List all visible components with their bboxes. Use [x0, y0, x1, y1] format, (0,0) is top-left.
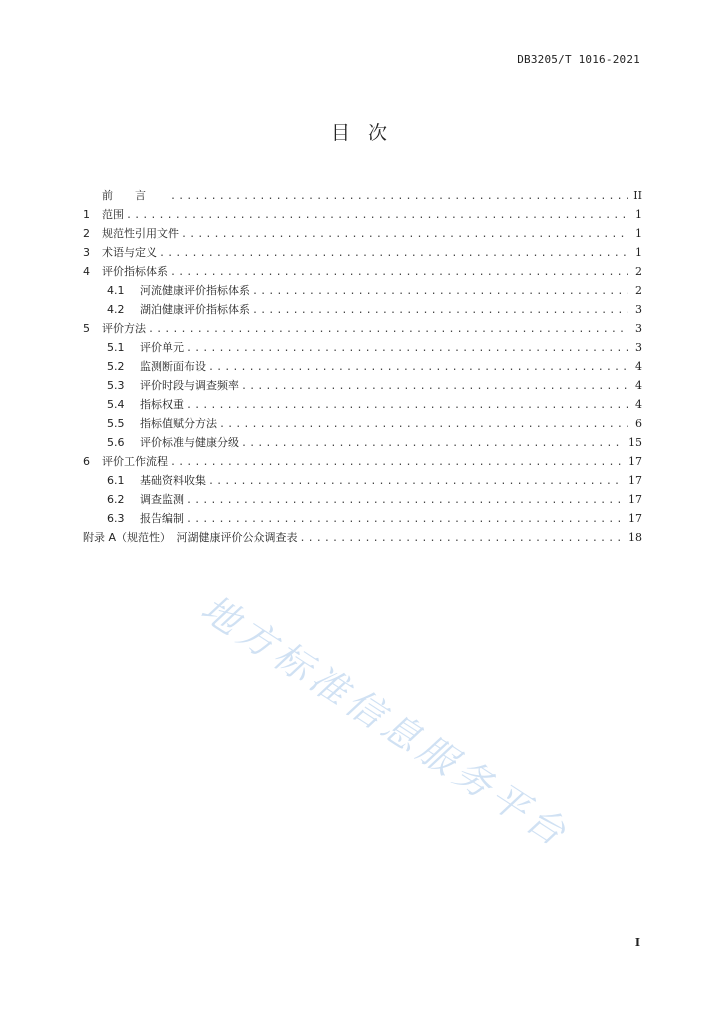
document-code: DB3205/T 1016-2021 [517, 53, 640, 66]
toc-entry-page: 2 [635, 265, 642, 278]
toc-entry-number: 4 [83, 265, 90, 278]
toc-entry-page: 17 [628, 512, 642, 525]
toc-leader-dots [170, 263, 628, 282]
toc-entry-page: 2 [635, 284, 642, 297]
toc-entry-page: 18 [628, 531, 642, 544]
page-number: I [634, 936, 640, 949]
toc-entry-5[interactable] [83, 319, 642, 338]
toc-leader-dots [186, 510, 624, 529]
toc-entry-number: 5 [83, 322, 90, 335]
toc-leader-dots [181, 225, 628, 244]
toc-entry-appendix-a[interactable] [83, 528, 642, 547]
toc-entry-5-1[interactable] [83, 338, 642, 357]
toc-entry-label: 附录 A（规范性） 河湖健康评价公众调查表 [83, 531, 298, 544]
toc-leader-dots [252, 301, 628, 320]
toc-entry-number: 5.1 [107, 341, 125, 354]
toc-leader-dots [148, 320, 628, 339]
toc-entry-number: 2 [83, 227, 90, 240]
toc-entry-label: 基础资料收集 [140, 474, 206, 487]
toc-entry-page: 3 [635, 341, 642, 354]
toc-entry-4-2[interactable] [83, 300, 642, 319]
toc-entry-number: 6.1 [107, 474, 125, 487]
toc-entry-number: 4.2 [107, 303, 125, 316]
toc-entry-page: 17 [628, 455, 642, 468]
toc-entry-page: 3 [635, 303, 642, 316]
toc-entry-1[interactable] [83, 205, 642, 224]
toc-leader-dots [252, 282, 628, 301]
toc-entry-label: 报告编制 [140, 512, 184, 525]
toc-entry-5-6[interactable] [83, 433, 642, 452]
toc-entry-label: 评价时段与调查频率 [140, 379, 239, 392]
toc-entry-page: II [633, 189, 642, 202]
toc-entry-page: 4 [635, 360, 642, 373]
toc-entry-number: 4.1 [107, 284, 125, 297]
toc-entry-label: 前言 [102, 189, 168, 202]
toc-entry-label: 规范性引用文件 [102, 227, 179, 240]
toc-leader-dots [208, 472, 624, 491]
toc-entry-label: 评价标准与健康分级 [140, 436, 239, 449]
toc-entry-preface[interactable] [83, 186, 642, 205]
toc-entry-number: 6.2 [107, 493, 125, 506]
toc-leader-dots [186, 396, 628, 415]
toc-entry-number: 5.6 [107, 436, 125, 449]
toc-leader-dots [170, 453, 624, 472]
toc-leader-dots [170, 187, 628, 206]
toc-leader-dots [208, 358, 628, 377]
toc-entry-5-4[interactable] [83, 395, 642, 414]
toc-entry-6-2[interactable] [83, 490, 642, 509]
table-of-contents [83, 186, 642, 547]
toc-entry-number: 5.5 [107, 417, 125, 430]
toc-entry-3[interactable] [83, 243, 642, 262]
toc-entry-page: 3 [635, 322, 642, 335]
toc-leader-dots [186, 339, 628, 358]
toc-entry-page: 1 [635, 227, 642, 240]
toc-leader-dots [300, 529, 624, 548]
toc-leader-dots [186, 491, 624, 510]
toc-entry-5-5[interactable] [83, 414, 642, 433]
toc-entry-label: 范围 [102, 208, 124, 221]
toc-entry-page: 17 [628, 474, 642, 487]
toc-entry-label: 评价工作流程 [102, 455, 168, 468]
watermark: 地方标准信息服务平台 [193, 586, 578, 857]
toc-leader-dots [241, 434, 624, 453]
toc-entry-label: 湖泊健康评价指标体系 [140, 303, 250, 316]
toc-entry-label: 术语与定义 [102, 246, 157, 259]
toc-entry-page: 17 [628, 493, 642, 506]
toc-entry-page: 1 [635, 246, 642, 259]
toc-entry-page: 1 [635, 208, 642, 221]
toc-entry-6-1[interactable] [83, 471, 642, 490]
toc-entry-label: 指标权重 [140, 398, 184, 411]
toc-leader-dots [241, 377, 628, 396]
toc-leader-dots [159, 244, 628, 263]
toc-entry-page: 15 [628, 436, 642, 449]
toc-entry-label: 监测断面布设 [140, 360, 206, 373]
toc-entry-page: 4 [635, 379, 642, 392]
toc-entry-label: 评价指标体系 [102, 265, 168, 278]
toc-entry-number: 5.3 [107, 379, 125, 392]
toc-entry-5-2[interactable] [83, 357, 642, 376]
toc-entry-label: 河流健康评价指标体系 [140, 284, 250, 297]
toc-entry-4[interactable] [83, 262, 642, 281]
toc-entry-label: 评价单元 [140, 341, 184, 354]
toc-entry-6-3[interactable] [83, 509, 642, 528]
toc-leader-dots [219, 415, 628, 434]
toc-entry-label: 评价方法 [102, 322, 146, 335]
toc-entry-number: 5.2 [107, 360, 125, 373]
toc-entry-number: 5.4 [107, 398, 125, 411]
toc-entry-number: 6.3 [107, 512, 125, 525]
toc-leader-dots [126, 206, 628, 225]
toc-entry-2[interactable] [83, 224, 642, 243]
toc-entry-4-1[interactable] [83, 281, 642, 300]
toc-entry-number: 6 [83, 455, 90, 468]
toc-entry-label: 指标值赋分方法 [140, 417, 217, 430]
toc-entry-number: 1 [83, 208, 90, 221]
toc-entry-number: 3 [83, 246, 90, 259]
toc-entry-label: 调查监测 [140, 493, 184, 506]
toc-entry-5-3[interactable] [83, 376, 642, 395]
toc-entry-page: 4 [635, 398, 642, 411]
toc-entry-page: 6 [635, 417, 642, 430]
page-title: 目 次 [330, 122, 394, 144]
toc-entry-6[interactable] [83, 452, 642, 471]
